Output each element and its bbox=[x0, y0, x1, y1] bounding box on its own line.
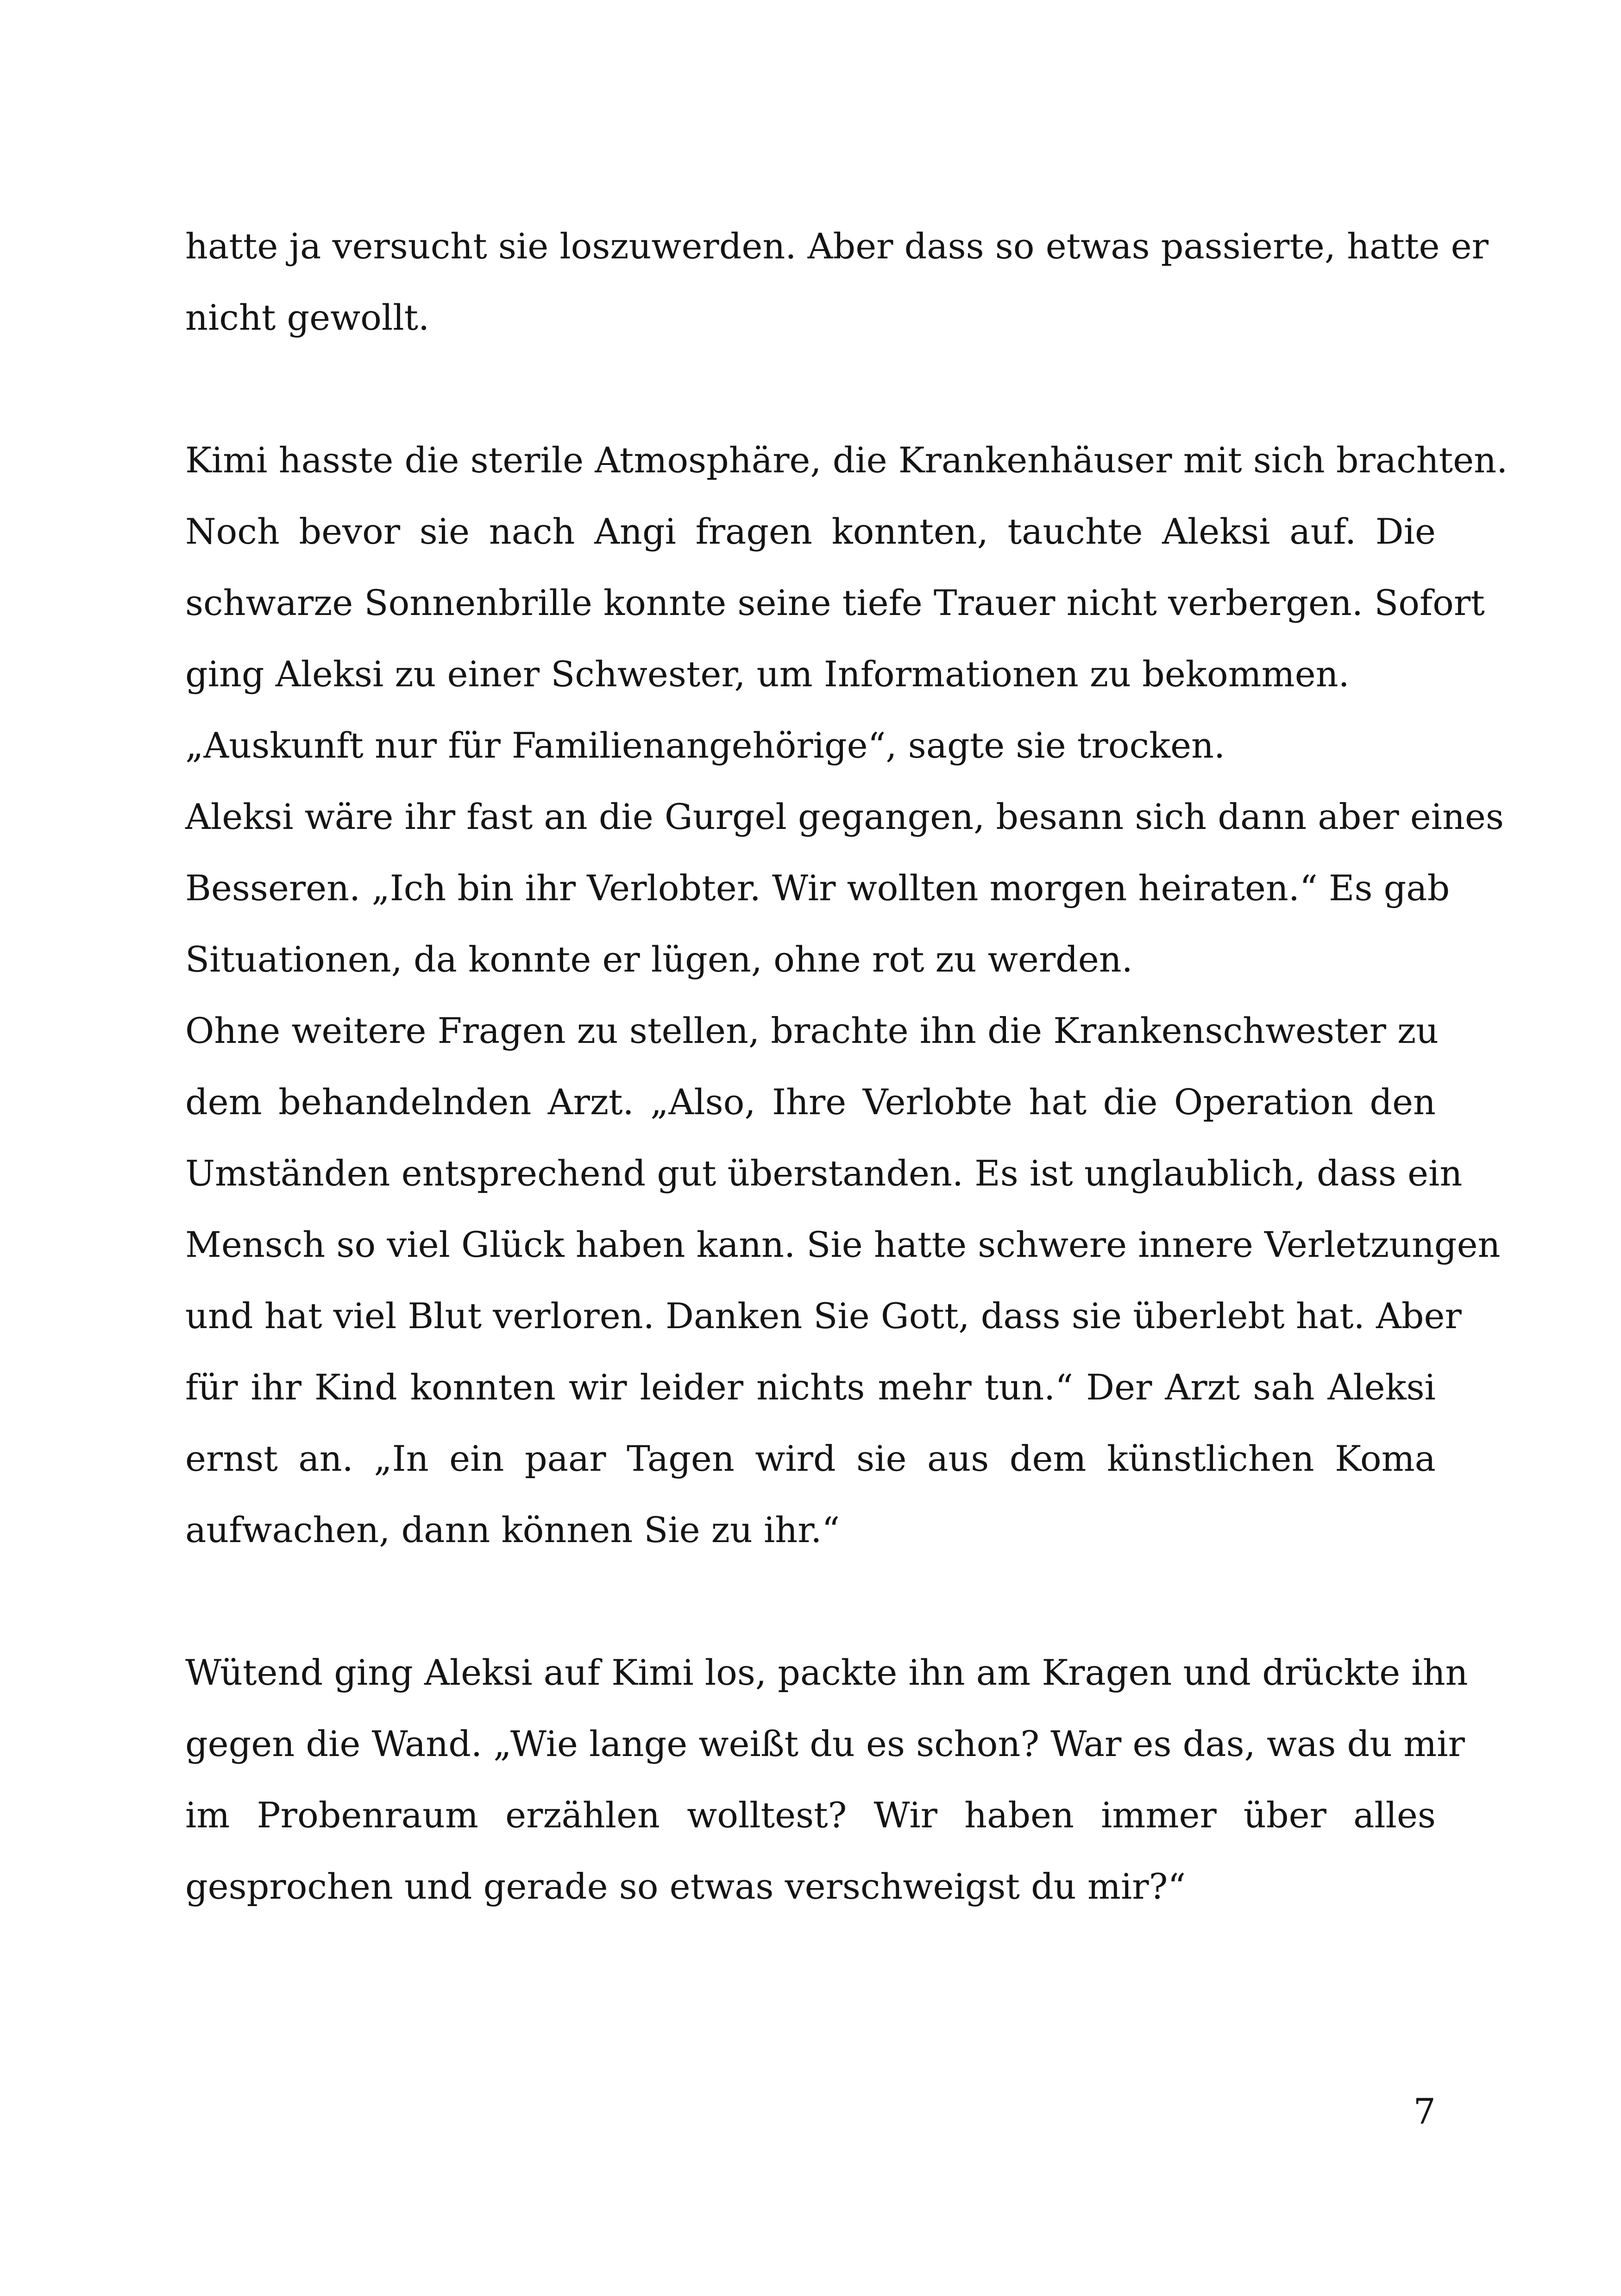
text-line: Ohne weitere Fragen zu stellen, brachte ihn die Krankenschwester zu bbox=[185, 1010, 1439, 1051]
text-line: Kimi hasste die sterile Atmosphäre, die Krankenhäuser mit sich brachten. bbox=[185, 439, 1508, 481]
text-line: gegen die Wand. „Wie lange weißt du es schon? War es das, was du mir bbox=[185, 1723, 1465, 1764]
text-line: Noch bevor sie nach Angi fragen konnten, tauchte Aleksi auf. Die bbox=[185, 511, 1436, 552]
paragraph-3 bbox=[185, 710, 1436, 781]
text-line: gesprochen und gerade so etwas verschweigst du mir?“ bbox=[185, 1866, 1186, 1907]
body-text bbox=[185, 211, 1508, 1922]
text-line: aufwachen, dann können Sie zu ihr.“ bbox=[185, 1509, 840, 1550]
paragraph-5 bbox=[185, 995, 1501, 1566]
text-line: nicht gewollt. bbox=[185, 297, 430, 338]
paragraph-2 bbox=[185, 425, 1508, 710]
text-line: schwarze Sonnenbrille konnte seine tiefe Trauer nicht verbergen. Sofort bbox=[185, 582, 1485, 623]
text-line: ging Aleksi zu einer Schwester, um Informationen zu bekommen. bbox=[185, 653, 1350, 695]
text-line: und hat viel Blut verloren. Danken Sie Gott, dass sie überlebt hat. Aber bbox=[185, 1295, 1462, 1336]
text-line: hatte ja versucht sie loszuwerden. Aber dass so etwas passierte, hatte er bbox=[185, 226, 1489, 267]
text-line: Aleksi wäre ihr fast an die Gurgel gegangen, besann sich dann aber eines bbox=[185, 796, 1504, 837]
text-line: Besseren. „Ich bin ihr Verlobter. Wir wollten morgen heiraten.“ Es gab bbox=[185, 867, 1450, 909]
text-line: Mensch so viel Glück haben kann. Sie hatte schwere innere Verletzungen bbox=[185, 1224, 1501, 1265]
text-line: Wütend ging Aleksi auf Kimi los, packte ihn am Kragen und drückte ihn bbox=[185, 1652, 1468, 1693]
paragraph-1 bbox=[185, 211, 1489, 353]
text-line: im Probenraum erzählen wolltest? Wir haben immer über alles bbox=[185, 1794, 1436, 1836]
text-line: Umständen entsprechend gut überstanden. Es ist unglaublich, dass ein bbox=[185, 1153, 1463, 1194]
text-line: Situationen, da konnte er lügen, ohne rot zu werden. bbox=[185, 939, 1133, 980]
text-line: dem behandelnden Arzt. „Also, Ihre Verlobte hat die Operation den bbox=[185, 1081, 1436, 1123]
page-number: 7 bbox=[1413, 2091, 1436, 2132]
paragraph-4 bbox=[185, 781, 1504, 995]
text-line: „Auskunft nur für Familienangehörige“, sagte sie trocken. bbox=[185, 725, 1225, 766]
paragraph-6 bbox=[185, 1637, 1468, 1922]
text-line: ernst an. „In ein paar Tagen wird sie aus dem künstlichen Koma bbox=[185, 1438, 1436, 1479]
text-line: für ihr Kind konnten wir leider nichts mehr tun.“ Der Arzt sah Aleksi bbox=[185, 1367, 1436, 1408]
